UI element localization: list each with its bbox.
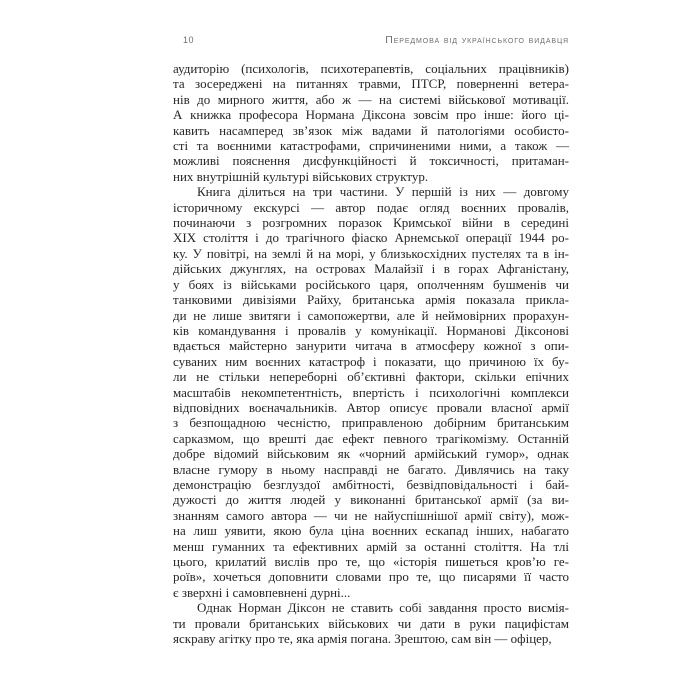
text-line: них внутрішній культурі військових структур. xyxy=(173,168,429,184)
text-line: на лиш уявити, якою була ціна воєнних ескапад інших, набагато xyxy=(173,523,569,539)
text-line: яскраву агітку про те, яка армія погана. Зрештою, сам він — офіцер, xyxy=(173,631,552,647)
text-line: добре відомий військовим як «чорний армійський гумор», однак xyxy=(173,446,569,462)
text-line: дійських джунглях, на островах Малайзії і в горах Афганістану, xyxy=(173,261,569,277)
text-line: та зосереджені на питаннях травми, ПТСР, поверненні ветера- xyxy=(173,76,569,92)
text-line: з безпощадною чесністю, приправленою добірним британським xyxy=(173,415,569,431)
text-line: кавить насамперед зв’язок між вадами й патологіями особисто- xyxy=(173,122,569,138)
text-line: є зверхні і самовпевнені дурні... xyxy=(173,584,351,600)
page-header xyxy=(173,34,569,46)
text-line: відповідних воєначальників. Автор описує провали власної армії xyxy=(173,399,569,415)
text-line: нів до мирного життя, або ж — на системі військової мотивації. xyxy=(173,91,569,107)
text-line: можливі пояснення дисфункційності й токсичності, притаман- xyxy=(173,153,569,169)
text-line: власне гумору в ньому насправді не багато. Дивлячись на таку xyxy=(173,461,569,477)
text-line: у боях із військами російського царя, ополченням бушменів чи xyxy=(173,276,569,292)
text-line: аудиторію (психологів, психотерапевтів, соціальних працівників) xyxy=(173,61,569,76)
text-line: демонстрацію безглуздої амбітності, безвідповідальності і бай- xyxy=(173,476,569,492)
text-line: менш гуманних та ефективних армій за останні століття. На тлі xyxy=(173,538,569,554)
text-line: Однак Норман Діксон не ставить собі завдання просто висмія- xyxy=(197,600,569,616)
text-line: А книжка професора Нормана Діксона зовсім про інше: його ці- xyxy=(173,107,569,123)
text-line: роїв», хочеться доповнити словами про те, що писарями її часто xyxy=(173,569,569,585)
text-line: XIX століття і до трагічного фіаско Арнемської операції 1944 ро- xyxy=(173,230,569,246)
text-line: ків командування і провалів у комунікації. Норманові Діксонові xyxy=(173,322,569,338)
text-line: починаючи з розгромних поразок Кримської війни в середині xyxy=(173,215,569,231)
text-line: вдається майстерно занурити читача в атмосферу кожної з опи- xyxy=(173,338,569,354)
text-line: ти провали британських військових чи дати в руки пацифістам xyxy=(173,615,569,631)
text-line: знанням самого автора — чи не найуспішнішої армії світу), мож- xyxy=(173,507,569,523)
text-line: ку. У повітрі, на землі й на морі, у близькосхідних пустелях та в ін- xyxy=(173,245,569,261)
text-line: масштабів некомпетентність, впертість і психологічні комплекси xyxy=(173,384,569,400)
text-line: дужості до життя людей у виконанні британської армії (за ви- xyxy=(173,492,569,508)
running-header: Передмова від українського видавця xyxy=(385,34,569,46)
text-line: Книга ділиться на три частини. У першій із них — довгому xyxy=(197,184,569,200)
text-line: суваних ним воєнних катастроф і показати, що причиною їх бу- xyxy=(173,353,569,369)
text-line: ди не лише звитяги і самопожертви, але й неймовірних прорахун- xyxy=(173,307,569,323)
page-body xyxy=(173,61,569,646)
text-line: танковими дивізіями Райху, британська армія показала прикла- xyxy=(173,292,569,308)
text-line: ли не стільки непереборні об’єктивні фактори, скільки епічних xyxy=(173,369,569,385)
text-line: сарказмом, що врешті дає ефект певного трагікомізму. Останній xyxy=(173,430,569,446)
text-line: історичному екскурсі — автор подає огляд воєнних провалів, xyxy=(173,199,569,215)
text-line: сті та воєнними катастрофами, спричиненими ними, а також — xyxy=(173,138,569,154)
text-line: цього, крилатий вислів про те, що «історія пишеться кров’ю ге- xyxy=(173,554,569,569)
page-number: 10 xyxy=(183,35,195,45)
